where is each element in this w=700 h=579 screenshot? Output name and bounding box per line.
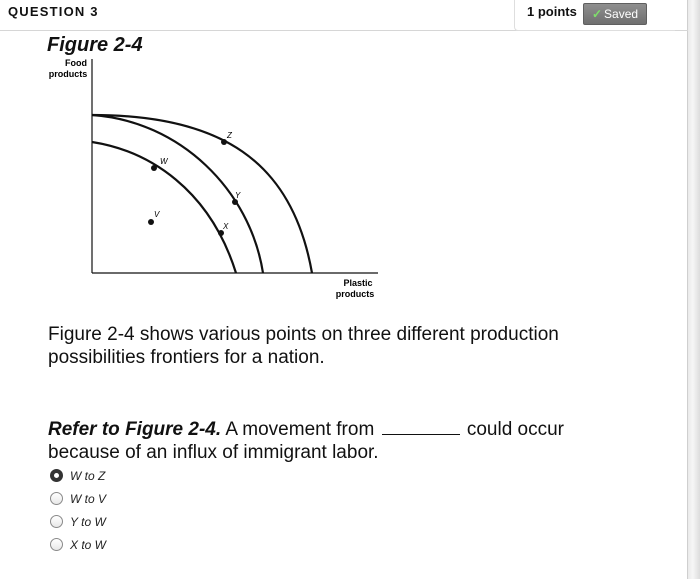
y-axis-label-line1: Food [65, 58, 87, 68]
ppf-figure [40, 55, 400, 305]
ppf-curve-outer [92, 115, 312, 273]
option-x-to-w[interactable] [50, 533, 106, 556]
saved-badge [583, 3, 647, 25]
x-axis-label-line2: products [335, 289, 375, 299]
point-y-label: Y [235, 191, 241, 200]
points-value: 1 points [527, 4, 577, 19]
answer-options [50, 464, 106, 556]
point-w [151, 165, 157, 171]
window-edge [687, 0, 700, 579]
radio-option-3[interactable] [50, 515, 63, 528]
saved-label: Saved [604, 7, 639, 21]
radio-option-2[interactable] [50, 492, 63, 505]
prompt-part1: A movement from [221, 419, 380, 440]
option-w-to-z[interactable] [50, 464, 106, 487]
point-w-label: W [160, 157, 168, 166]
option-label: Y to W [70, 514, 106, 529]
option-label: W to Z [70, 468, 106, 483]
point-z-label: Z [227, 131, 232, 140]
x-axis-label-line1: Plastic [343, 278, 373, 288]
points-box [514, 0, 675, 31]
checkmark-icon: ✓ [591, 7, 603, 21]
radio-option-1[interactable] [50, 469, 63, 482]
figure-description: Figure 2-4 shows various points on three different production possibilities frontiers for a nation. [48, 324, 559, 368]
y-axis-label-line2: products [48, 69, 88, 79]
point-v-label: V [154, 210, 160, 219]
option-label: X to W [70, 537, 107, 552]
answer-blank [382, 418, 460, 435]
option-label: W to V [70, 491, 107, 506]
prompt-lead: Refer to Figure 2-4. [48, 419, 222, 440]
point-v [148, 219, 154, 225]
prompt-part2: could occur because of an influx of immigrant labor. [48, 419, 565, 463]
radio-option-4[interactable] [50, 538, 63, 551]
question-label: QUESTION 3 [8, 4, 99, 19]
figure-title: Figure 2-4 [47, 34, 143, 56]
option-y-to-w[interactable] [50, 510, 106, 533]
point-x-label: X [223, 222, 229, 231]
option-w-to-v[interactable] [50, 487, 106, 510]
question-prompt [48, 418, 638, 464]
